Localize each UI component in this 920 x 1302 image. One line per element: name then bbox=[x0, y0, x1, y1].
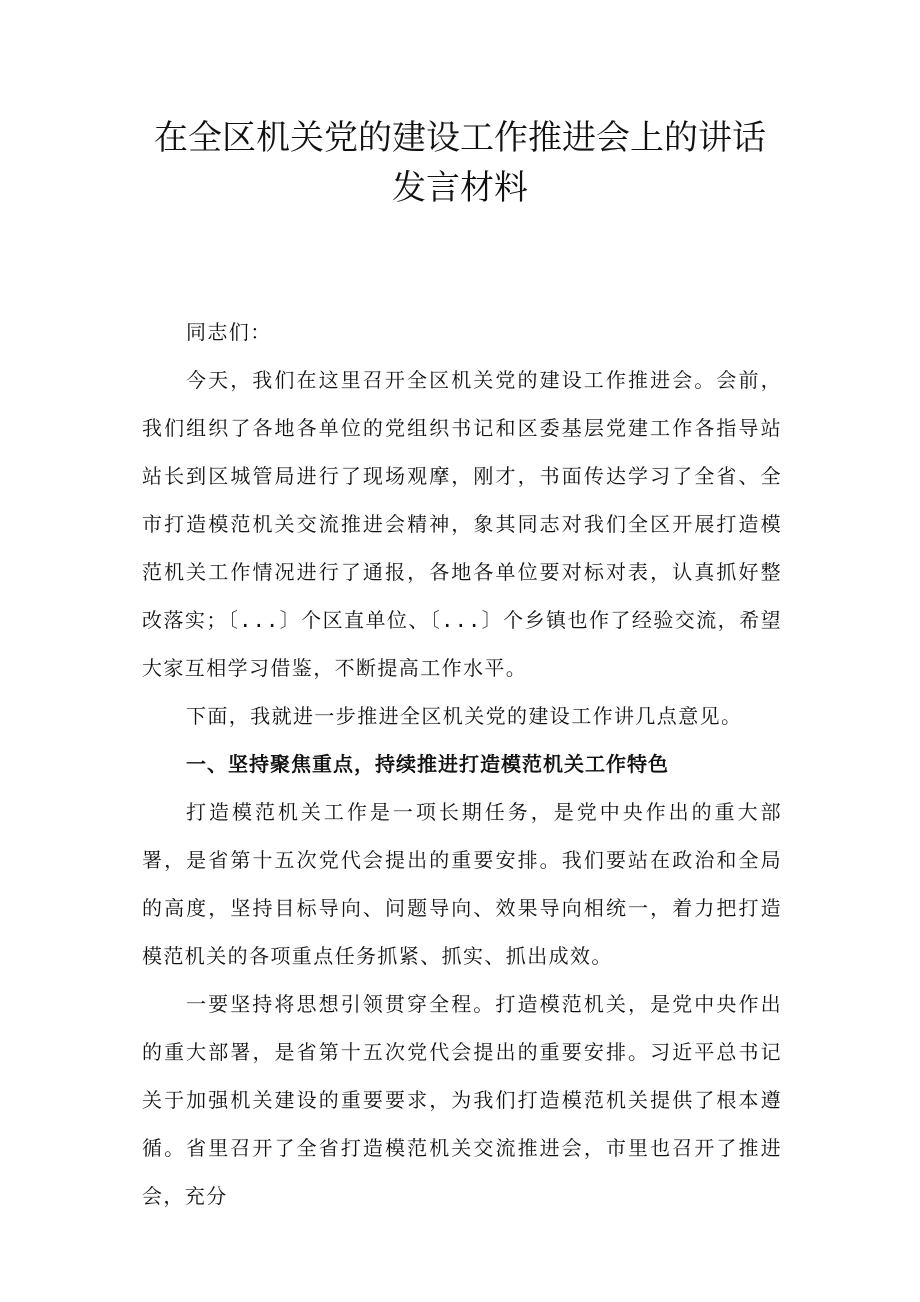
paragraph-opening: 今天，我们在这里召开全区机关党的建设工作推进会。会前，我们组织了各地各单位的党组织书记和区委基层党建工作各指导站站长到区城管局进行了现场观摩，刚才，书面传达学习了全省、全市打造模范机关交流推进会精神，象其同志对我们全区开展打造模范机关工作情况进行了通报，各地各单位要对标对表，认真抓好整改落实；〔...〕个区直单位、〔...〕个乡镇也作了经验交流，希望大家互相学习借鉴，不断提高工作水平。 bbox=[142, 368, 782, 680]
paragraph-section-1-point-1: 一要坚持将思想引领贯穿全程。打造模范机关，是党中央作出的重大部署，是省第十五次党代会提出的重要安排。习近平总书记关于加强机关建设的重要要求，为我们打造模范机关提供了根本遵循。省里召开了全省打造模范机关交流推进会，市里也召开了推进会，充分 bbox=[142, 992, 782, 1208]
section-1-heading: 一、坚持聚焦重点，持续推进打造模范机关工作特色 bbox=[186, 752, 669, 776]
salutation: 同志们： bbox=[186, 320, 272, 344]
document-title-line-2: 发言材料 bbox=[392, 168, 528, 208]
paragraph-section-1-intro: 打造模范机关工作是一项长期任务，是党中央作出的重大部署，是省第十五次党代会提出的重要安排。我们要站在政治和全局的高度，坚持目标导向、问题导向、效果导向相统一，着力把打造模范机关的各项重点任务抓紧、抓实、抓出成效。 bbox=[142, 800, 782, 968]
document-title-line-1: 在全区机关党的建设工作推进会上的讲话 bbox=[154, 118, 766, 158]
paragraph-transition: 下面，我就进一步推进全区机关党的建设工作讲几点意见。 bbox=[186, 704, 743, 728]
